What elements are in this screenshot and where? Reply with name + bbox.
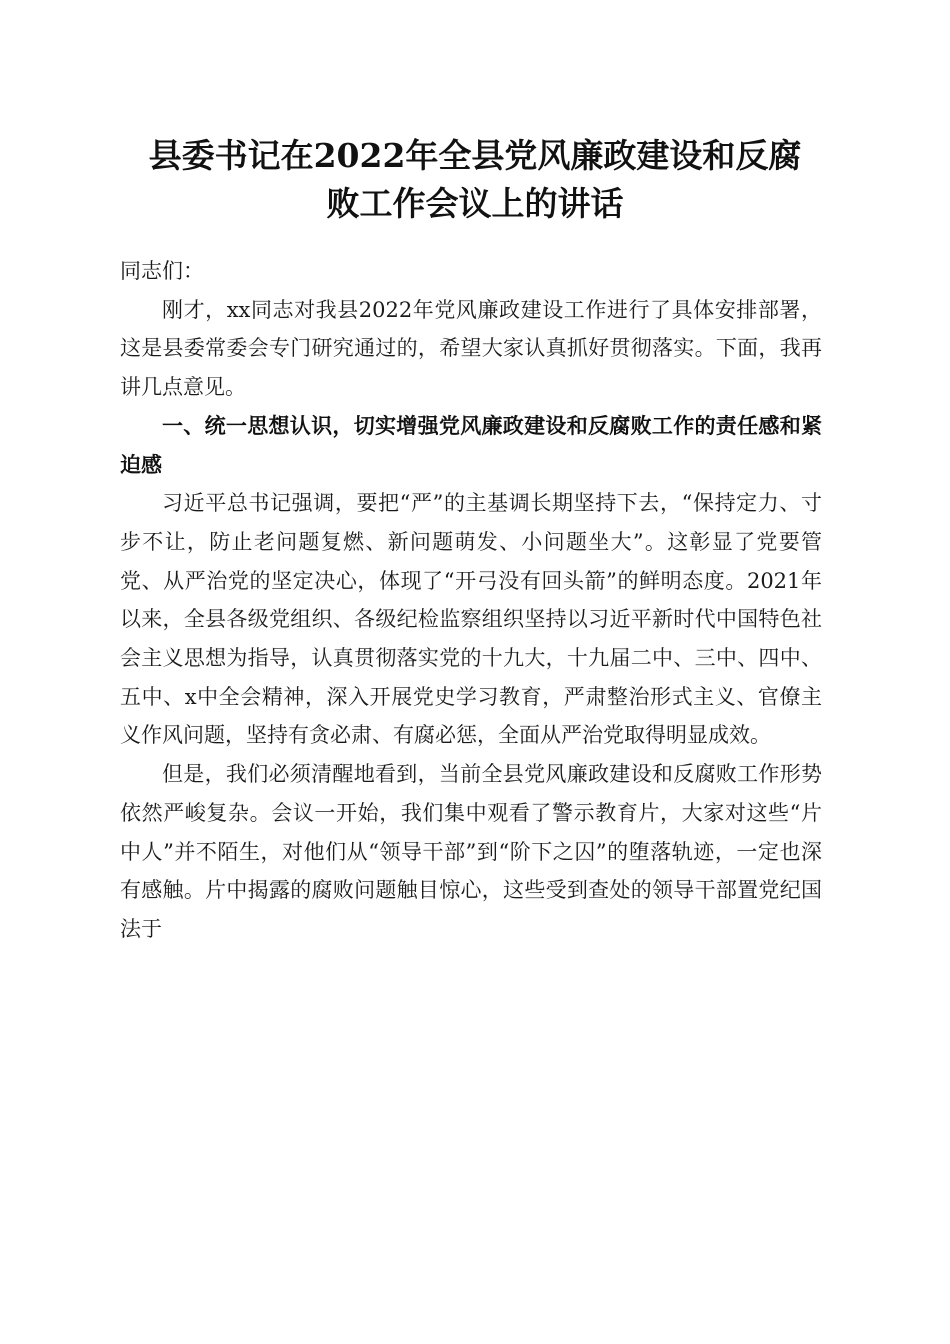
title-line-1: 县委书记在2022年全县党风廉政建设和反腐 — [148, 136, 802, 175]
salutation: 同志们： — [120, 259, 204, 283]
paragraph-1: 刚才，xx同志对我县2022年党风廉政建设工作进行了具体安排部署，这是县委常委会专门研究通过的，希望大家认真抓好贯彻落实。下面，我再讲几点意见。 — [120, 297, 822, 400]
section-heading-1: 一、统一思想认识，切实增强党风廉政建设和反腐败工作的责任感和紧迫感 — [120, 413, 822, 477]
document-body — [120, 252, 822, 949]
paragraph-3: 但是，我们必须清醒地看到，当前全县党风廉政建设和反腐败工作形势依然严峻复杂。会议一开始，我们集中观看了警示教育片，大家对这些“片中人”并不陌生，对他们从“领导干部”到“阶下之囚”的堕落轨迹，一定也深有感触。片中揭露的腐败问题触目惊心，这些受到查处的领导干部置党纪国法于 — [120, 762, 822, 941]
title-line-2: 败工作会议上的讲话 — [326, 184, 624, 223]
document-title — [110, 132, 840, 228]
paragraph-2: 习近平总书记强调，要把“严”的主基调长期坚持下去，“保持定力、寸步不让，防止老问题复燃、新问题萌发、小问题坐大”。这彰显了党要管党、从严治党的坚定决心，体现了“开弓没有回头箭”的鲜明态度。2021年以来，全县各级党组织、各级纪检监察组织坚持以习近平新时代中国特色社会主义思想为指导，认真贯彻落实党的十九大，十九届二中、三中、四中、五中、x中全会精神，深入开展党史学习教育，严肃整治形式主义、官僚主义作风问题，坚持有贪必肃、有腐必惩，全面从严治党取得明显成效。 — [120, 491, 822, 748]
